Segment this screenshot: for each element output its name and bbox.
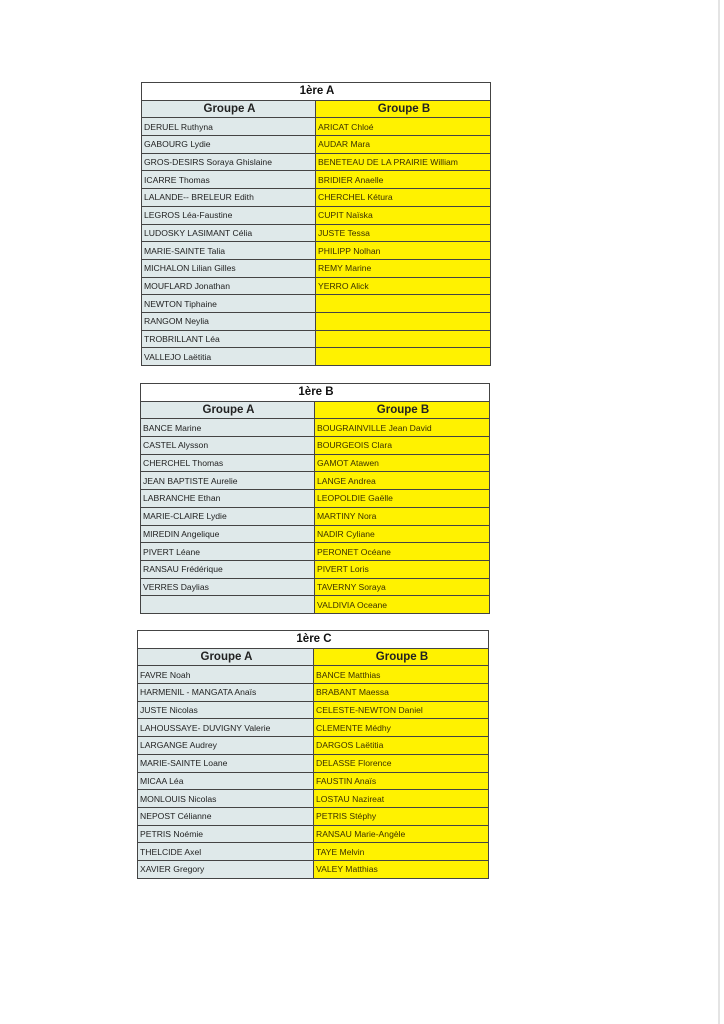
table-row (138, 772, 489, 790)
table-row (142, 171, 491, 189)
table-row (138, 737, 489, 755)
student-groupe-a: VERRES Daylias (141, 578, 315, 596)
student-groupe-b (316, 295, 491, 313)
table-row (142, 242, 491, 260)
student-groupe-a: MOUFLARD Jonathan (142, 277, 316, 295)
student-groupe-a: RANSAU Frédérique (141, 560, 315, 578)
student-groupe-b: VALEY Matthias (314, 860, 489, 878)
student-groupe-b: CUPIT Naïska (316, 206, 491, 224)
student-groupe-b: YERRO Alick (316, 277, 491, 295)
student-groupe-a: RANGOM Neylia (142, 312, 316, 330)
table-row (141, 578, 490, 596)
table-row (138, 719, 489, 737)
table-row (141, 472, 490, 490)
student-groupe-b: LEOPOLDIE Gaëlle (315, 490, 490, 508)
student-groupe-b: PERONET Océane (315, 543, 490, 561)
header-groupe-a: Groupe A (142, 100, 316, 118)
student-groupe-b: MARTINY Nora (315, 507, 490, 525)
student-groupe-a: VALLEJO Laëtitia (142, 348, 316, 366)
student-groupe-a: LALANDE-- BRELEUR Edith (142, 189, 316, 207)
student-groupe-a: HARMENIL - MANGATA Anaïs (138, 684, 314, 702)
student-groupe-b: LANGE Andrea (315, 472, 490, 490)
student-groupe-a: GROS-DESIRS Soraya Ghislaine (142, 153, 316, 171)
student-groupe-b: DELASSE Florence (314, 754, 489, 772)
student-groupe-a: MICHALON Lilian Gilles (142, 259, 316, 277)
table-row (142, 136, 491, 154)
header-groupe-a: Groupe A (141, 401, 315, 419)
student-groupe-a: PETRIS Noémie (138, 825, 314, 843)
student-groupe-a: LABRANCHE Ethan (141, 490, 315, 508)
student-groupe-b: PETRIS Stéphy (314, 807, 489, 825)
table-row (141, 419, 490, 437)
student-groupe-a: GABOURG Lydie (142, 136, 316, 154)
student-groupe-b: RANSAU Marie-Angèle (314, 825, 489, 843)
table-row (142, 118, 491, 136)
student-groupe-a: NEPOST Célianne (138, 807, 314, 825)
table-row (142, 330, 491, 348)
header-groupe-a: Groupe A (138, 648, 314, 666)
table-row (141, 507, 490, 525)
table-header-row (142, 100, 491, 118)
table-row (141, 560, 490, 578)
class-table-1ere-c (137, 630, 489, 879)
student-groupe-b: BENETEAU DE LA PRAIRIE William (316, 153, 491, 171)
student-groupe-b: BOURGEOIS Clara (315, 437, 490, 455)
student-groupe-b: CELESTE-NEWTON Daniel (314, 701, 489, 719)
table-row (138, 807, 489, 825)
class-table-1ere-a (141, 82, 491, 366)
table-row (142, 277, 491, 295)
table-row (141, 596, 490, 614)
table-row (142, 153, 491, 171)
student-groupe-a: MIREDIN Angelique (141, 525, 315, 543)
student-groupe-a: PIVERT Léane (141, 543, 315, 561)
student-groupe-a: FAVRE Noah (138, 666, 314, 684)
table-header-row (141, 401, 490, 419)
student-groupe-b: DARGOS Laëtitia (314, 737, 489, 755)
table-header-row (138, 648, 489, 666)
table-row (142, 348, 491, 366)
student-groupe-a: TROBRILLANT Léa (142, 330, 316, 348)
student-groupe-b: REMY Marine (316, 259, 491, 277)
student-groupe-a: LAHOUSSAYE- DUVIGNY Valerie (138, 719, 314, 737)
header-groupe-b: Groupe B (315, 401, 490, 419)
scan-edge (718, 0, 720, 1024)
student-groupe-b: GAMOT Atawen (315, 454, 490, 472)
table-row (141, 454, 490, 472)
student-groupe-b: PIVERT Loris (315, 560, 490, 578)
header-groupe-b: Groupe B (314, 648, 489, 666)
student-groupe-a: JEAN BAPTISTE Aurelie (141, 472, 315, 490)
student-groupe-b: JUSTE Tessa (316, 224, 491, 242)
student-groupe-a: MARIE-SAINTE Talia (142, 242, 316, 260)
student-groupe-b: FAUSTIN Anaïs (314, 772, 489, 790)
class-table-1ere-b (140, 383, 490, 614)
table-row (141, 437, 490, 455)
header-groupe-b: Groupe B (316, 100, 491, 118)
student-groupe-b: ARICAT Chloé (316, 118, 491, 136)
student-groupe-a: MICAA Léa (138, 772, 314, 790)
table-row (138, 790, 489, 808)
class-title: 1ère A (142, 83, 491, 101)
student-groupe-b: VALDIVIA Oceane (315, 596, 490, 614)
student-groupe-b: BRIDIER Anaelle (316, 171, 491, 189)
table-row (141, 490, 490, 508)
table-row (141, 543, 490, 561)
student-groupe-a: CASTEL Alysson (141, 437, 315, 455)
student-groupe-b: CLEMENTE Médhy (314, 719, 489, 737)
table-row (142, 189, 491, 207)
table-row (138, 843, 489, 861)
table-row (142, 295, 491, 313)
student-groupe-b (316, 312, 491, 330)
class-title: 1ère C (138, 631, 489, 649)
class-title: 1ère B (141, 384, 490, 402)
student-groupe-b: TAYE Melvin (314, 843, 489, 861)
student-groupe-a: XAVIER Gregory (138, 860, 314, 878)
student-groupe-a: ICARRE Thomas (142, 171, 316, 189)
table-row (142, 224, 491, 242)
student-groupe-a: BANCE Marine (141, 419, 315, 437)
table-title-row (138, 631, 489, 649)
table-row (138, 860, 489, 878)
table-row (138, 825, 489, 843)
student-groupe-b (316, 348, 491, 366)
student-groupe-a: LUDOSKY LASIMANT Célia (142, 224, 316, 242)
table-row (142, 259, 491, 277)
table-title-row (142, 83, 491, 101)
student-groupe-a: DERUEL Ruthyna (142, 118, 316, 136)
student-groupe-b: TAVERNY Soraya (315, 578, 490, 596)
student-groupe-a: MARIE-CLAIRE Lydie (141, 507, 315, 525)
student-groupe-b: BANCE Matthias (314, 666, 489, 684)
table-row (142, 312, 491, 330)
student-groupe-a: LEGROS Léa-Faustine (142, 206, 316, 224)
table-row (142, 206, 491, 224)
student-groupe-b: CHERCHEL Kétura (316, 189, 491, 207)
table-title-row (141, 384, 490, 402)
student-groupe-a: MONLOUIS Nicolas (138, 790, 314, 808)
table-row (138, 754, 489, 772)
table-row (138, 684, 489, 702)
student-groupe-a: LARGANGE Audrey (138, 737, 314, 755)
student-groupe-b: AUDAR Mara (316, 136, 491, 154)
student-groupe-b (316, 330, 491, 348)
student-groupe-b: BOUGRAINVILLE Jean David (315, 419, 490, 437)
student-groupe-b: PHILIPP Nolhan (316, 242, 491, 260)
table-row (138, 701, 489, 719)
table-row (141, 525, 490, 543)
student-groupe-a: THELCIDE Axel (138, 843, 314, 861)
table-row (138, 666, 489, 684)
student-groupe-b: NADIR Cyliane (315, 525, 490, 543)
student-groupe-a: JUSTE Nicolas (138, 701, 314, 719)
student-groupe-a: MARIE-SAINTE Loane (138, 754, 314, 772)
student-groupe-b: LOSTAU Nazireat (314, 790, 489, 808)
student-groupe-b: BRABANT Maessa (314, 684, 489, 702)
student-groupe-a (141, 596, 315, 614)
student-groupe-a: NEWTON Tiphaine (142, 295, 316, 313)
student-groupe-a: CHERCHEL Thomas (141, 454, 315, 472)
